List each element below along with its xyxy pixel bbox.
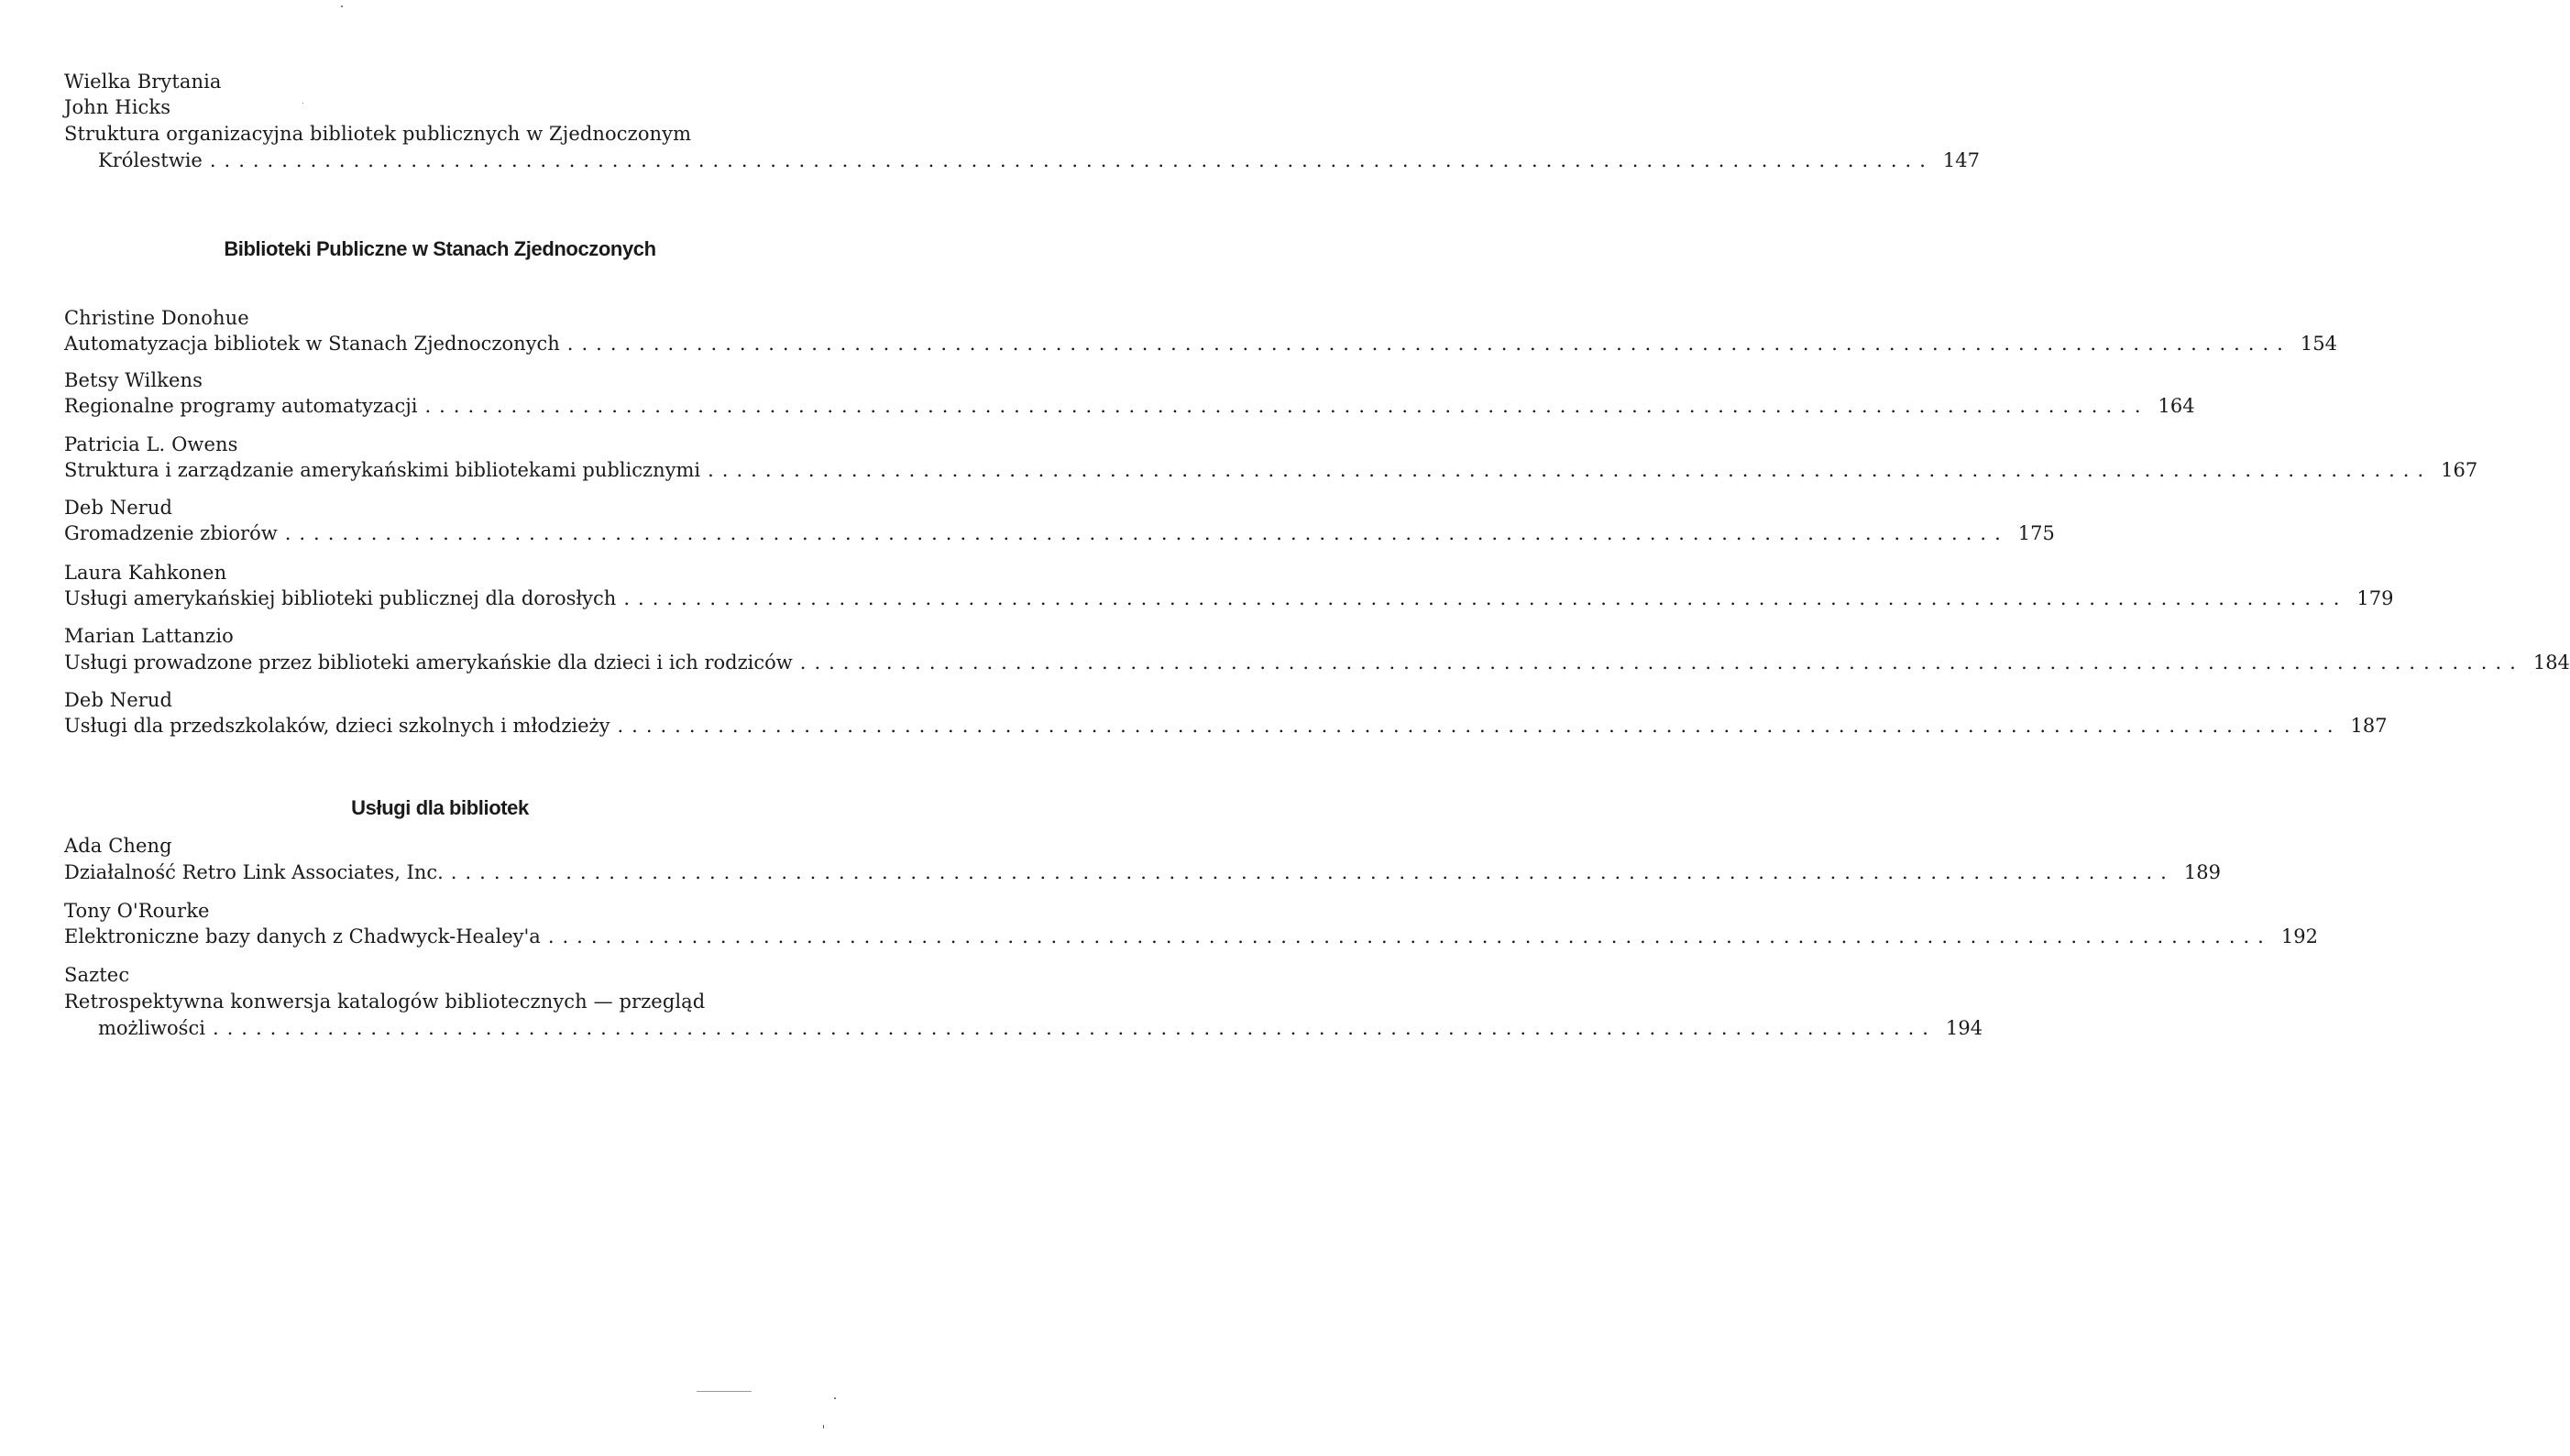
entry-author: Saztec	[64, 964, 130, 986]
entry-title: Działalność Retro Link Associates, Inc.	[64, 861, 444, 883]
toc-entry-line[interactable]	[64, 925, 2318, 948]
entry-author: Laura Kahkonen	[64, 562, 227, 584]
toc-entry-line[interactable]	[98, 1016, 1983, 1040]
dot-leader: ........................................................................................................................	[424, 395, 2149, 417]
entry-title: Usługi dla przedszkolaków, dzieci szkolnych i młodzieży	[64, 715, 610, 737]
toc-entry-line[interactable]	[64, 586, 2394, 610]
page-number: 164	[2158, 395, 2195, 417]
dot-leader: ........................................................................................................................	[547, 925, 2272, 947]
entry-title: Automatyzacja bibliotek w Stanach Zjednoczonych	[64, 333, 560, 355]
toc-entry-line[interactable]	[64, 521, 2055, 545]
entry-title: Regionalne programy automatyzacji	[64, 395, 418, 417]
entry-title: Struktura i zarządzanie amerykańskimi bibliotekami publicznymi	[64, 459, 701, 481]
dot-leader: ........................................................................................................................	[212, 1017, 1937, 1039]
entry-title: Gromadzenie zbiorów	[64, 522, 278, 544]
entry-author: Marian Lattanzio	[64, 625, 234, 647]
toc-entry-line[interactable]	[64, 860, 2221, 884]
scan-speck	[697, 1391, 752, 1392]
entry-author: Deb Nerud	[64, 497, 173, 519]
dot-leader: ........................................................................................................................	[708, 459, 2433, 481]
page-number: 187	[2350, 715, 2388, 737]
toc-entry-line[interactable]	[64, 458, 2478, 482]
entry-author: Ada Cheng	[64, 835, 172, 857]
entry-title: Usługi amerykańskiej biblioteki publicznej dla dorosłych	[64, 587, 617, 609]
country-heading: Wielka Brytania	[64, 71, 222, 93]
entry-author: John Hicks	[64, 96, 171, 118]
scan-speck	[834, 1397, 836, 1399]
dot-leader: ........................................................................................................................	[623, 587, 2348, 609]
entry-title: Usługi prowadzone przez biblioteki amerykańskie dla dzieci i ich rodziców	[64, 651, 793, 673]
dot-leader: ........................................................................................................................	[284, 522, 2009, 544]
entry-title: Struktura organizacyjna bibliotek publicznych w Zjednoczonym	[64, 123, 692, 145]
page-number: 189	[2183, 861, 2221, 883]
entry-author: Patricia L. Owens	[64, 433, 238, 455]
entry-author: Betsy Wilkens	[64, 369, 203, 391]
entry-author: Christine Donohue	[64, 307, 249, 329]
toc-entry-line[interactable]	[64, 394, 2195, 418]
page-number: 194	[1945, 1017, 1983, 1039]
entry-author: Deb Nerud	[64, 689, 173, 711]
toc-entry-line[interactable]	[64, 332, 2337, 356]
toc-entry-line[interactable]	[64, 714, 2388, 738]
entry-title: możliwości	[98, 1017, 205, 1039]
page-number: 167	[2441, 459, 2478, 481]
toc-entry-line[interactable]	[64, 651, 2570, 674]
dot-leader: ........................................................................................................................	[450, 861, 2175, 883]
section-heading: Usługi dla bibliotek	[351, 796, 529, 819]
entry-title: Retrospektywna konwersja katalogów bibliotecznych — przegląd	[64, 991, 706, 1013]
dot-leader: ........................................................................................................................	[566, 333, 2291, 355]
toc-entry-line[interactable]	[98, 148, 1980, 172]
page-number: 175	[2017, 522, 2055, 544]
page-number: 154	[2300, 333, 2337, 355]
entry-title: Królestwie	[98, 149, 203, 171]
entry-title: Elektroniczne bazy danych z Chadwyck-Healey'a	[64, 925, 541, 947]
scan-speck	[341, 5, 343, 7]
entry-author: Tony O'Rourke	[64, 900, 210, 922]
dot-leader: ........................................................................................................................	[617, 715, 2342, 737]
page-number: 147	[1942, 149, 1980, 171]
page-number: 179	[2356, 587, 2394, 609]
page-number: 184	[2532, 651, 2570, 673]
scan-speck	[823, 1425, 824, 1429]
page-number: 192	[2280, 925, 2318, 947]
scan-speck	[302, 103, 303, 104]
dot-leader: ........................................................................................................................	[209, 149, 1934, 171]
section-heading: Biblioteki Publiczne w Stanach Zjednoczonych	[224, 237, 656, 260]
dot-leader: ........................................................................................................................	[799, 651, 2524, 673]
